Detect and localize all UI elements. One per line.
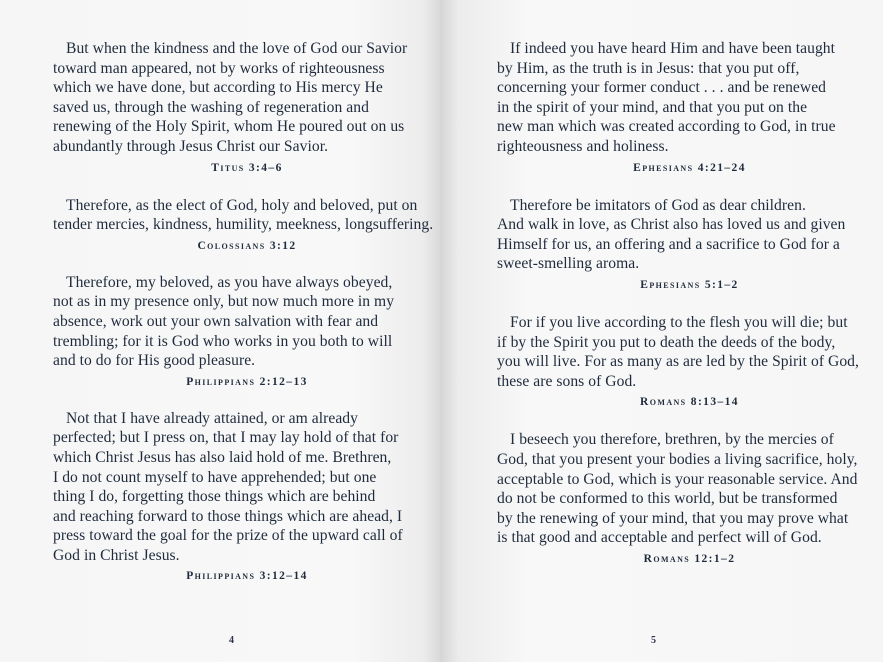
left-passages: [53, 39, 441, 584]
verse-line: abundantly through Jesus Christ our Savior.: [53, 137, 329, 155]
verse-line: Himself for us, an offering and a sacrifice to God for a: [497, 235, 840, 253]
scripture-passage: [53, 196, 441, 254]
verse-line: But when the kindness and the love of God our Savior: [66, 40, 408, 57]
verse-line: I beseech you therefore, brethren, by the mercies of: [510, 431, 834, 449]
verse-line: concerning your former conduct . . . and be renewed: [497, 79, 827, 97]
left-page: [0, 0, 441, 662]
verse-line: saved us, through the washing of regeneration and: [53, 98, 369, 116]
verse-line: toward man appeared, not by works of righteousness: [53, 59, 385, 77]
verse-line: and to do for His good pleasure.: [53, 352, 256, 370]
scripture-passage: [497, 196, 882, 293]
verse-line: righteousness and holiness.: [497, 137, 669, 155]
verse-text: [497, 196, 882, 274]
verse-line: these are sons of God.: [497, 372, 637, 390]
verse-line: press toward the goal for the prize of the upward call of: [53, 527, 403, 545]
verse-line: not as in my presence only, but now much more in my: [53, 293, 395, 311]
verse-line: Therefore, as the elect of God, holy and beloved, put on: [66, 196, 418, 214]
verse-line: tender mercies, kindness, humility, meekness, longsuffering.: [53, 216, 434, 234]
verse-line: by Him, as the truth is in Jesus: that you put off,: [497, 59, 800, 77]
scripture-reference: Romans 8:13–14: [640, 396, 739, 409]
verse-text: [53, 39, 441, 157]
verse-line: Therefore, my beloved, as you have always obeyed,: [66, 273, 393, 291]
verse-line: acceptable to God, which is your reasonable service. And: [497, 470, 858, 488]
scripture-reference: Ephesians 4:21–24: [633, 161, 746, 174]
scripture-reference: Colossians 3:12: [197, 239, 297, 252]
verse-line: which we have done, but according to His mercy He: [53, 79, 383, 97]
verse-line: Not that I have already attained, or am already: [66, 409, 358, 427]
verse-line: is that good and acceptable and perfect will of God.: [497, 529, 822, 547]
page-number-right: 5: [651, 635, 656, 646]
scripture-reference: Philippians 2:12–13: [186, 375, 308, 388]
verse-text: [53, 409, 441, 566]
verse-line: For if you live according to the flesh you will die; but: [510, 313, 848, 331]
scripture-reference: Romans 12:1–2: [643, 552, 736, 565]
scripture-reference: Philippians 3:12–14: [186, 570, 308, 583]
scripture-passage: [497, 430, 882, 567]
verse-line: which Christ Jesus has also laid hold of me. Brethren,: [53, 448, 392, 466]
verse-text: [53, 196, 441, 235]
verse-text: [497, 39, 882, 157]
verse-text: [497, 430, 882, 548]
right-passages: [497, 39, 882, 567]
verse-line: you will live. For as many as are led by the Spirit of God,: [497, 353, 859, 371]
verse-line: perfected; but I press on, that I may lay hold of that for: [53, 429, 399, 447]
right-page: [441, 0, 882, 662]
scripture-reference: Ephesians 5:1–2: [640, 278, 739, 291]
verse-text: [497, 313, 882, 391]
scripture-passage: [53, 409, 441, 585]
verse-line: sweet-smelling aroma.: [497, 255, 640, 273]
verse-line: and reaching forward to those things which are ahead, I: [53, 507, 403, 525]
page-number-left: 4: [229, 635, 234, 646]
scripture-reference: Titus 3:4–6: [211, 161, 283, 174]
verse-line: if by the Spirit you put to death the deeds of the body,: [497, 333, 836, 351]
scripture-passage: [497, 313, 882, 410]
verse-line: And walk in love, as Christ also has loved us and given: [497, 216, 846, 234]
verse-line: Therefore be imitators of God as dear children.: [510, 196, 806, 214]
verse-line: God, that you present your bodies a living sacrifice, holy,: [497, 450, 858, 468]
verse-text: [53, 273, 441, 371]
scripture-passage: [53, 273, 441, 390]
verse-line: trembling; for it is God who works in you both to will: [53, 332, 393, 350]
verse-line: in the spirit of your mind, and that you put on the: [497, 98, 808, 116]
verse-line: God in Christ Jesus.: [53, 546, 180, 564]
scripture-passage: [497, 39, 882, 176]
verse-line: new man which was created according to God, in true: [497, 118, 836, 136]
scripture-passage: [53, 39, 441, 176]
verse-line: by the renewing of your mind, that you may prove what: [497, 509, 849, 527]
verse-line: thing I do, forgetting those things which are behind: [53, 488, 376, 506]
verse-line: If indeed you have heard Him and have been taught: [510, 40, 836, 57]
verse-line: absence, work out your own salvation with fear and: [53, 312, 379, 330]
verse-line: I do not count myself to have apprehended; but one: [53, 468, 377, 486]
verse-line: renewing of the Holy Spirit, whom He poured out on us: [53, 118, 405, 136]
verse-line: do not be conformed to this world, but be transformed: [497, 490, 838, 508]
